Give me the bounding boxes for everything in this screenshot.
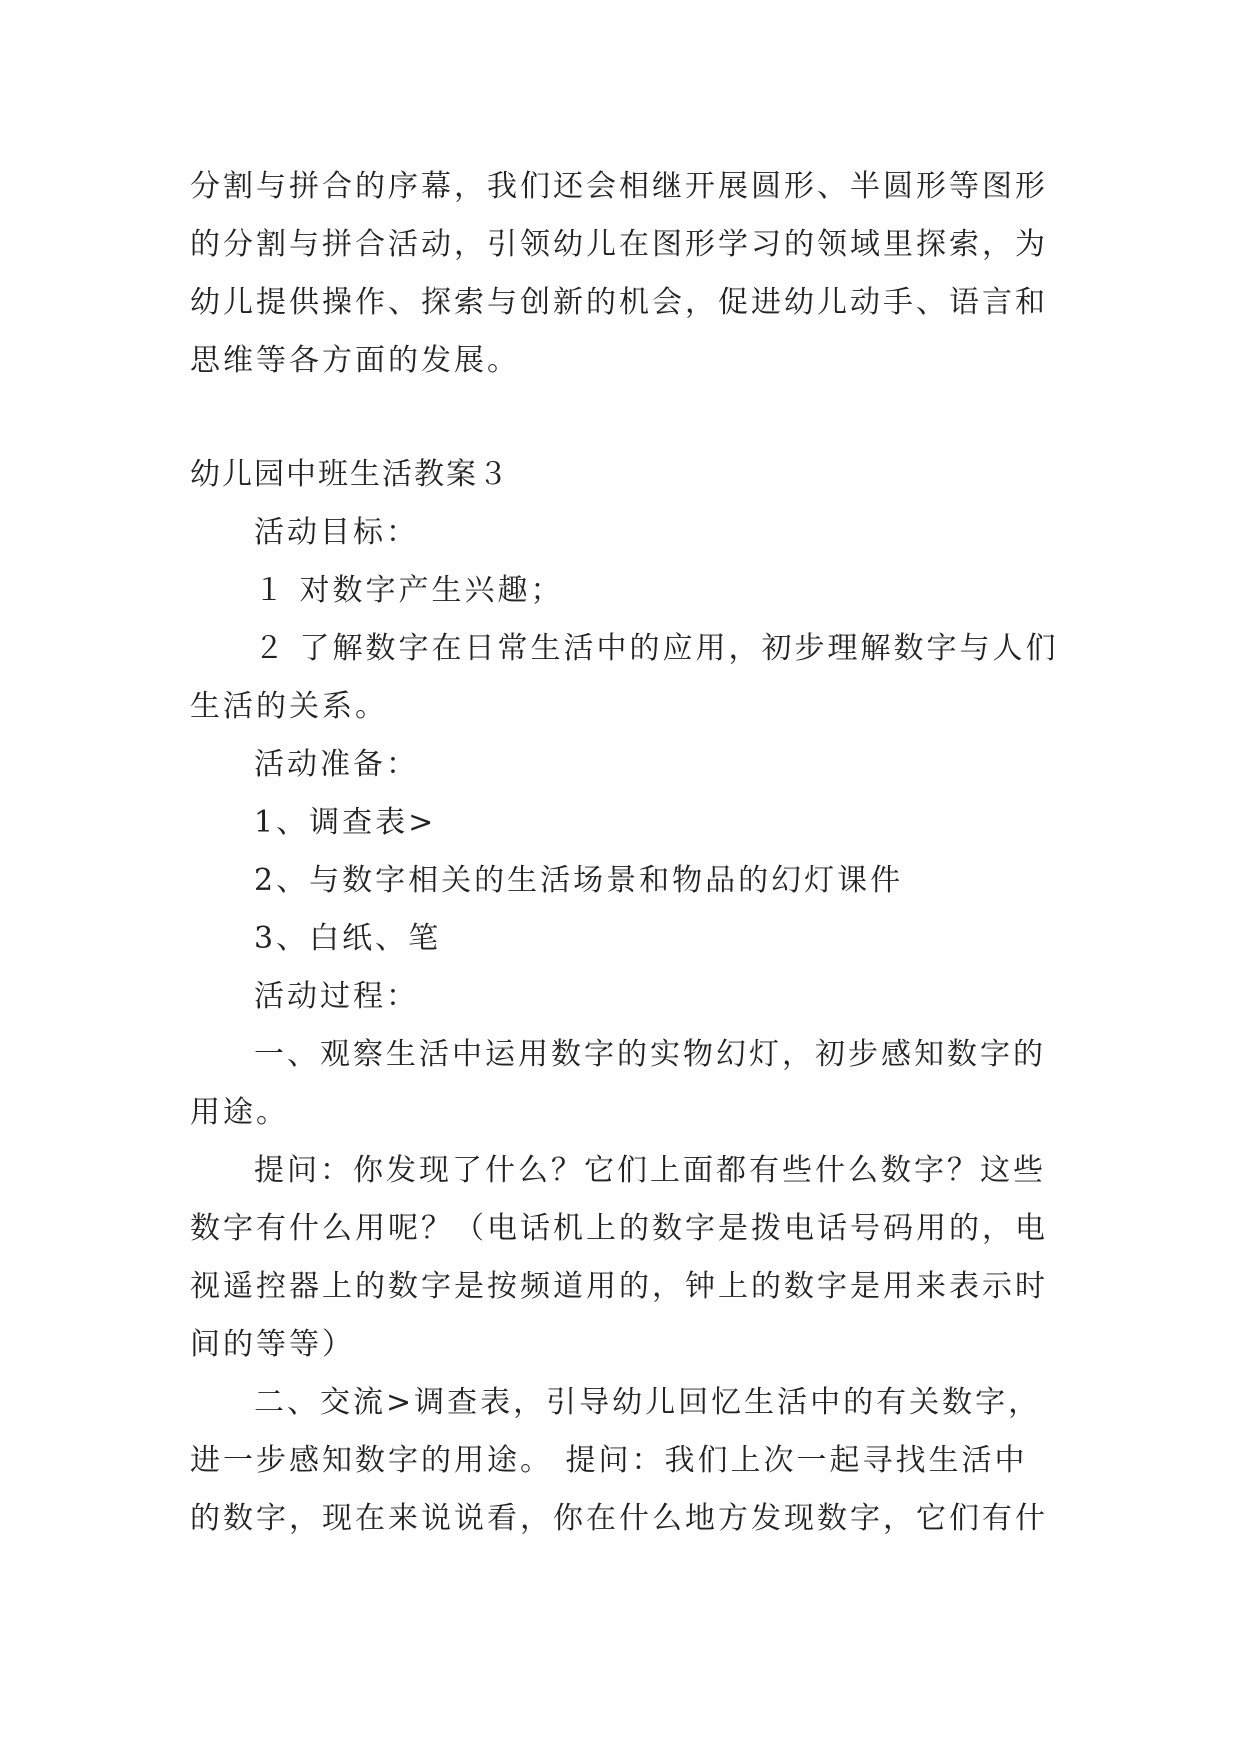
paragraph-gap <box>190 390 1050 446</box>
process-step-continuation: 进一步感知数字的用途。 提问：我们上次一起寻找生活中 <box>190 1443 1028 1478</box>
question-paragraph-continuation: 间的等等） <box>190 1327 355 1362</box>
preparation-item: 3、白纸、笔 <box>254 921 442 956</box>
paragraph-line: 的分割与拼合活动，引领幼儿在图形学习的领域里探索，为 <box>190 227 1048 262</box>
paragraph-line: 幼儿提供操作、探索与创新的机会，促进幼儿动手、语言和 <box>190 285 1048 320</box>
question-paragraph-continuation: 视遥控器上的数字是按频道用的，钟上的数字是用来表示时 <box>190 1269 1048 1304</box>
process-step: 一、观察生活中运用数字的实物幻灯，初步感知数字的 <box>254 1037 1046 1072</box>
paragraph-line: 思维等各方面的发展。 <box>190 343 520 378</box>
subheading-preparation: 活动准备： <box>254 747 419 782</box>
process-step-continuation: 的数字，现在来说说看，你在什么地方发现数字，它们有什 <box>190 1501 1048 1536</box>
paragraph-line: 分割与拼合的序幕，我们还会相继开展圆形、半圆形等图形 <box>190 169 1048 204</box>
section-title: 幼儿园中班生活教案３ <box>190 457 510 492</box>
process-step-continuation: 用途。 <box>190 1095 289 1130</box>
process-step: 二、交流>调查表，引导幼儿回忆生活中的有关数字， <box>254 1385 1042 1420</box>
question-paragraph-continuation: 数字有什么用呢？（电话机上的数字是拨电话号码用的，电 <box>190 1211 1048 1246</box>
subheading-process: 活动过程： <box>254 979 419 1014</box>
goal-item: １ 对数字产生兴趣； <box>254 573 564 608</box>
question-paragraph: 提问：你发现了什么？它们上面都有些什么数字？这些 <box>254 1153 1046 1188</box>
preparation-item: 2、与数字相关的生活场景和物品的幻灯课件 <box>254 863 904 898</box>
document-content <box>190 158 1059 1548</box>
goal-item: ２ 了解数字在日常生活中的应用，初步理解数字与人们 <box>254 631 1059 666</box>
goal-item-continuation: 生活的关系。 <box>190 689 388 724</box>
preparation-item: 1、调查表> <box>254 805 437 840</box>
subheading-goals: 活动目标： <box>254 515 419 550</box>
